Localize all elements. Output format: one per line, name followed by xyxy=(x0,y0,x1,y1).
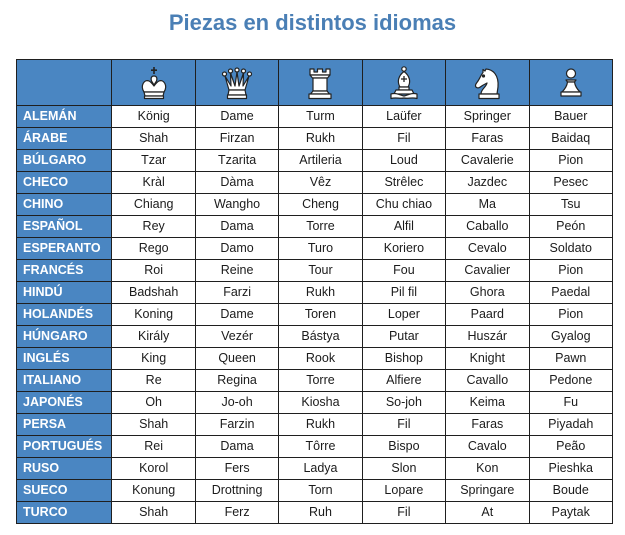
piece-name-cell: Torre xyxy=(279,216,362,238)
table-row xyxy=(17,414,613,436)
piece-name-cell: Alfiere xyxy=(362,370,445,392)
piece-name-cell: Cavallo xyxy=(446,370,529,392)
piece-name-cell: Regina xyxy=(195,370,278,392)
piece-name-cell: Fu xyxy=(529,392,613,414)
language-label: ESPERANTO xyxy=(17,238,112,260)
piece-name-cell: Bauer xyxy=(529,106,613,128)
language-label: RUSO xyxy=(17,458,112,480)
piece-name-cell: Faras xyxy=(446,128,529,150)
language-label: CHINO xyxy=(17,194,112,216)
piece-name-cell: Drottning xyxy=(195,480,278,502)
table-row xyxy=(17,392,613,414)
piece-name-cell: Tour xyxy=(279,260,362,282)
table-row xyxy=(17,172,613,194)
language-label: ÁRABE xyxy=(17,128,112,150)
piece-name-cell: König xyxy=(112,106,195,128)
piece-name-cell: Bishop xyxy=(362,348,445,370)
piece-name-cell: Koriero xyxy=(362,238,445,260)
pawn-icon xyxy=(555,65,587,101)
piece-name-cell: Soldato xyxy=(529,238,613,260)
bishop-icon xyxy=(388,65,420,101)
piece-name-cell: Turo xyxy=(279,238,362,260)
piece-name-cell: Dame xyxy=(195,304,278,326)
header-bishop xyxy=(362,60,445,106)
piece-name-cell: Bispo xyxy=(362,436,445,458)
piece-name-cell: Toren xyxy=(279,304,362,326)
header-row xyxy=(17,60,613,106)
piece-name-cell: Artileria xyxy=(279,150,362,172)
piece-name-cell: Laüfer xyxy=(362,106,445,128)
piece-name-cell: Chu chiao xyxy=(362,194,445,216)
piece-name-cell: Boude xyxy=(529,480,613,502)
piece-name-cell: Ghora xyxy=(446,282,529,304)
table-row xyxy=(17,282,613,304)
piece-name-cell: Peão xyxy=(529,436,613,458)
table-row xyxy=(17,502,613,524)
piece-name-cell: Pieshka xyxy=(529,458,613,480)
piece-name-cell: Loud xyxy=(362,150,445,172)
piece-name-cell: Torre xyxy=(279,370,362,392)
language-label: HOLANDÉS xyxy=(17,304,112,326)
piece-name-cell: Ferz xyxy=(195,502,278,524)
piece-name-cell: Pesec xyxy=(529,172,613,194)
piece-name-cell: Fil xyxy=(362,414,445,436)
piece-name-cell: Fil xyxy=(362,128,445,150)
language-label: PORTUGUÉS xyxy=(17,436,112,458)
piece-name-cell: Caballo xyxy=(446,216,529,238)
piece-name-cell: Dama xyxy=(195,216,278,238)
piece-name-cell: Torn xyxy=(279,480,362,502)
header-pawn xyxy=(529,60,613,106)
piece-name-cell: Vêz xyxy=(279,172,362,194)
piece-name-cell: Cavalier xyxy=(446,260,529,282)
piece-name-cell: Jazdec xyxy=(446,172,529,194)
table-row xyxy=(17,370,613,392)
language-label: ALEMÁN xyxy=(17,106,112,128)
piece-name-cell: Jo-oh xyxy=(195,392,278,414)
piece-name-cell: Pedone xyxy=(529,370,613,392)
piece-name-cell: Shah xyxy=(112,502,195,524)
piece-name-cell: Rei xyxy=(112,436,195,458)
piece-name-cell: Kràl xyxy=(112,172,195,194)
chess-pieces-table xyxy=(16,59,613,524)
piece-name-cell: Ruh xyxy=(279,502,362,524)
piece-name-cell: Loper xyxy=(362,304,445,326)
language-label: BÚLGARO xyxy=(17,150,112,172)
header-queen xyxy=(195,60,278,106)
piece-name-cell: Cheng xyxy=(279,194,362,216)
piece-name-cell: Turm xyxy=(279,106,362,128)
table-row xyxy=(17,260,613,282)
piece-name-cell: Rey xyxy=(112,216,195,238)
piece-name-cell: Gyalog xyxy=(529,326,613,348)
piece-name-cell: Faras xyxy=(446,414,529,436)
language-label: FRANCÉS xyxy=(17,260,112,282)
piece-name-cell: Korol xyxy=(112,458,195,480)
rook-icon xyxy=(304,65,336,101)
piece-name-cell: Re xyxy=(112,370,195,392)
piece-name-cell: Kon xyxy=(446,458,529,480)
piece-name-cell: Farzin xyxy=(195,414,278,436)
piece-name-cell: Pion xyxy=(529,150,613,172)
language-label: HINDÚ xyxy=(17,282,112,304)
table-row xyxy=(17,480,613,502)
king-icon xyxy=(138,65,170,101)
piece-name-cell: Pawn xyxy=(529,348,613,370)
piece-name-cell: Fou xyxy=(362,260,445,282)
piece-name-cell: Tzar xyxy=(112,150,195,172)
table-row xyxy=(17,304,613,326)
piece-name-cell: Ma xyxy=(446,194,529,216)
table-row xyxy=(17,436,613,458)
piece-name-cell: Putar xyxy=(362,326,445,348)
piece-name-cell: Alfil xyxy=(362,216,445,238)
piece-name-cell: Damo xyxy=(195,238,278,260)
header-rook xyxy=(279,60,362,106)
piece-name-cell: So-joh xyxy=(362,392,445,414)
piece-name-cell: Dama xyxy=(195,436,278,458)
piece-name-cell: Pion xyxy=(529,260,613,282)
language-label: PERSA xyxy=(17,414,112,436)
piece-name-cell: Király xyxy=(112,326,195,348)
knight-icon xyxy=(471,65,503,101)
piece-name-cell: Fers xyxy=(195,458,278,480)
piece-name-cell: Dame xyxy=(195,106,278,128)
piece-name-cell: King xyxy=(112,348,195,370)
language-label: JAPONÉS xyxy=(17,392,112,414)
piece-name-cell: Dàma xyxy=(195,172,278,194)
piece-name-cell: Cevalo xyxy=(446,238,529,260)
piece-name-cell: Wangho xyxy=(195,194,278,216)
piece-name-cell: Rukh xyxy=(279,128,362,150)
table-row xyxy=(17,194,613,216)
piece-name-cell: Piyadah xyxy=(529,414,613,436)
piece-name-cell: Rukh xyxy=(279,282,362,304)
piece-name-cell: Pil fil xyxy=(362,282,445,304)
piece-name-cell: Bástya xyxy=(279,326,362,348)
piece-name-cell: Tsu xyxy=(529,194,613,216)
piece-name-cell: Fil xyxy=(362,502,445,524)
piece-name-cell: Rego xyxy=(112,238,195,260)
piece-name-cell: Queen xyxy=(195,348,278,370)
piece-name-cell: Oh xyxy=(112,392,195,414)
piece-name-cell: Kiosha xyxy=(279,392,362,414)
piece-name-cell: Pion xyxy=(529,304,613,326)
header-king xyxy=(112,60,195,106)
piece-name-cell: Paard xyxy=(446,304,529,326)
piece-name-cell: Rook xyxy=(279,348,362,370)
page-title: Piezas en distintos idiomas xyxy=(168,10,457,35)
language-label: HÚNGARO xyxy=(17,326,112,348)
piece-name-cell: Slon xyxy=(362,458,445,480)
piece-name-cell: Cavalo xyxy=(446,436,529,458)
table-row xyxy=(17,150,613,172)
table-row xyxy=(17,326,613,348)
piece-name-cell: Shah xyxy=(112,128,195,150)
piece-name-cell: Strêlec xyxy=(362,172,445,194)
language-label: INGLÉS xyxy=(17,348,112,370)
piece-name-cell: Springare xyxy=(446,480,529,502)
table-row xyxy=(17,458,613,480)
piece-name-cell: Ladya xyxy=(279,458,362,480)
piece-name-cell: Baidaq xyxy=(529,128,613,150)
corner-cell xyxy=(17,60,112,106)
piece-name-cell: Farzi xyxy=(195,282,278,304)
piece-name-cell: Keima xyxy=(446,392,529,414)
piece-name-cell: Badshah xyxy=(112,282,195,304)
piece-name-cell: Springer xyxy=(446,106,529,128)
queen-icon xyxy=(221,65,253,101)
piece-name-cell: Chiang xyxy=(112,194,195,216)
header-knight xyxy=(446,60,529,106)
piece-name-cell: Konung xyxy=(112,480,195,502)
language-label: CHECO xyxy=(17,172,112,194)
piece-name-cell: Vezér xyxy=(195,326,278,348)
piece-name-cell: Tzarita xyxy=(195,150,278,172)
piece-name-cell: Huszár xyxy=(446,326,529,348)
piece-name-cell: Koning xyxy=(112,304,195,326)
language-label: ITALIANO xyxy=(17,370,112,392)
piece-name-cell: Paytak xyxy=(529,502,613,524)
language-label: SUECO xyxy=(17,480,112,502)
table-row xyxy=(17,106,613,128)
table-row xyxy=(17,216,613,238)
language-label: ESPAÑOL xyxy=(17,216,112,238)
language-label: TURCO xyxy=(17,502,112,524)
piece-name-cell: Knight xyxy=(446,348,529,370)
table-row xyxy=(17,348,613,370)
piece-name-cell: Peón xyxy=(529,216,613,238)
piece-name-cell: Roi xyxy=(112,260,195,282)
piece-name-cell: Reine xyxy=(195,260,278,282)
piece-name-cell: Tôrre xyxy=(279,436,362,458)
table-row xyxy=(17,238,613,260)
table-row xyxy=(17,128,613,150)
piece-name-cell: Rukh xyxy=(279,414,362,436)
piece-name-cell: Paedal xyxy=(529,282,613,304)
piece-name-cell: Firzan xyxy=(195,128,278,150)
piece-name-cell: Cavalerie xyxy=(446,150,529,172)
piece-name-cell: Shah xyxy=(112,414,195,436)
piece-name-cell: At xyxy=(446,502,529,524)
piece-name-cell: Lopare xyxy=(362,480,445,502)
